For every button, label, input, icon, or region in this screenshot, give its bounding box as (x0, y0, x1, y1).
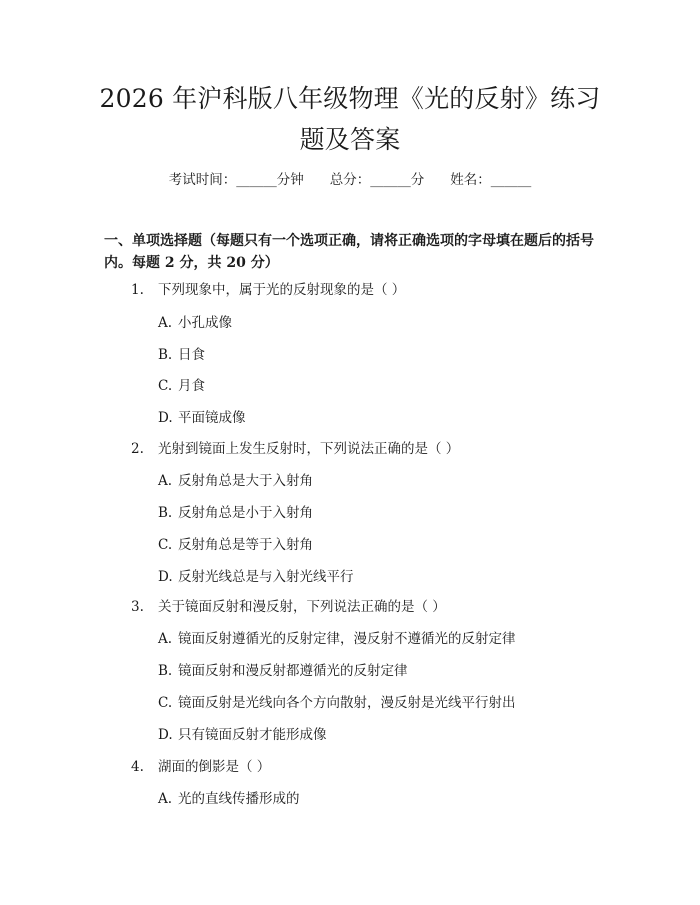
option-text: 反射角总是大于入射角 (178, 473, 313, 489)
question-2 (131, 440, 459, 458)
student-name-field: 姓名：______ (450, 172, 532, 188)
section-heading: 一、单项选择题（每题只有一个选项正确，请将正确选项的字母填在题后的括号内。每题 2 分，共 20 分） (104, 233, 594, 271)
option-letter: A. (158, 631, 173, 647)
option-text: 日食 (178, 347, 205, 363)
option-letter: C. (158, 537, 173, 553)
q2-option-a (158, 472, 313, 490)
option-text: 平面镜成像 (178, 410, 246, 426)
question-1 (131, 281, 405, 299)
q1-option-b (158, 346, 205, 364)
option-text: 镜面反射是光线向各个方向散射，漫反射是光线平行射出 (178, 695, 516, 711)
exam-meta-line (0, 168, 700, 188)
question-text: 湖面的倒影是（ ） (158, 759, 271, 775)
option-letter: D. (158, 727, 173, 743)
option-text: 反射光线总是与入射光线平行 (178, 569, 354, 585)
option-text: 只有镜面反射才能形成像 (178, 727, 327, 743)
exam-time-field: 考试时间：______分钟 (168, 172, 304, 188)
option-text: 镜面反射遵循光的反射定律，漫反射不遵循光的反射定律 (178, 631, 516, 647)
q3-option-c (158, 694, 516, 712)
document-title (80, 78, 620, 160)
option-letter: C. (158, 695, 173, 711)
option-text: 反射角总是小于入射角 (178, 505, 313, 521)
option-letter: B. (158, 663, 173, 679)
q2-option-d (158, 568, 354, 586)
question-text: 下列现象中，属于光的反射现象的是（ ） (158, 282, 406, 298)
q3-option-b (158, 662, 408, 680)
option-letter: B. (158, 505, 173, 521)
option-letter: C. (158, 378, 173, 394)
option-text: 月食 (178, 378, 205, 394)
question-number: 2. (131, 441, 144, 457)
q1-option-a (158, 314, 232, 332)
question-text: 关于镜面反射和漫反射，下列说法正确的是（ ） (158, 599, 446, 615)
question-3 (131, 598, 446, 616)
option-text: 光的直线传播形成的 (178, 791, 300, 807)
title-line-1: 2026 年沪科版八年级物理《光的反射》练习 (99, 84, 601, 113)
option-letter: B. (158, 347, 173, 363)
q2-option-b (158, 504, 313, 522)
q3-option-a (158, 630, 516, 648)
q1-option-d (158, 409, 246, 427)
question-number: 3. (131, 599, 144, 615)
option-text: 反射角总是等于入射角 (178, 537, 313, 553)
option-letter: A. (158, 791, 173, 807)
question-number: 1. (131, 282, 144, 298)
option-letter: A. (158, 315, 173, 331)
q1-option-c (158, 377, 205, 395)
title-line-2: 题及答案 (299, 125, 401, 154)
question-text: 光射到镜面上发生反射时，下列说法正确的是（ ） (158, 441, 460, 457)
q2-option-c (158, 536, 313, 554)
option-letter: D. (158, 410, 173, 426)
option-text: 镜面反射和漫反射都遵循光的反射定律 (178, 663, 408, 679)
question-number: 4. (131, 759, 144, 775)
question-4 (131, 758, 270, 776)
option-letter: A. (158, 473, 173, 489)
option-letter: D. (158, 569, 173, 585)
q3-option-d (158, 726, 327, 744)
total-score-field: 总分：______分 (329, 172, 425, 188)
option-text: 小孔成像 (178, 315, 232, 331)
q4-option-a (158, 790, 300, 808)
